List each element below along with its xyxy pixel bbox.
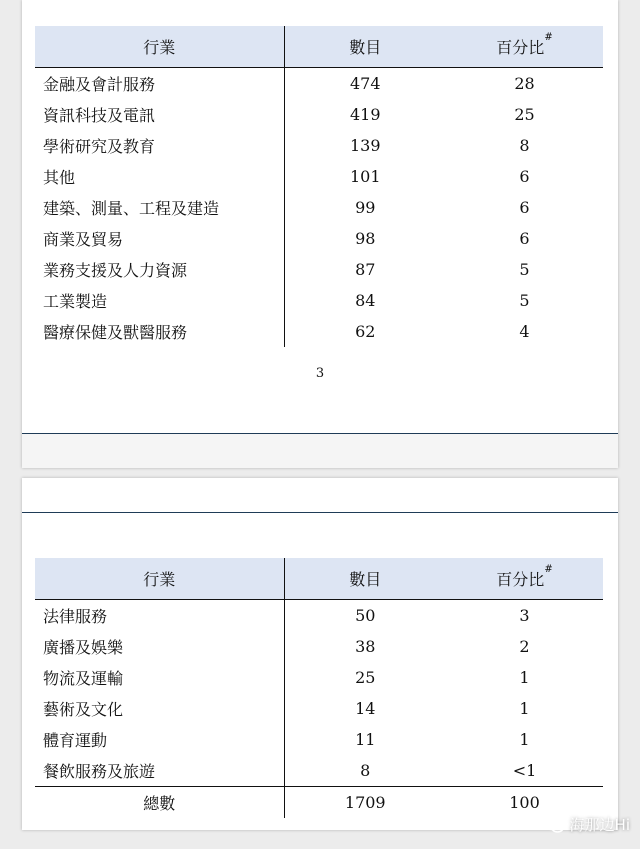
cell-percent: 1: [519, 668, 530, 687]
cell-count: 87: [355, 260, 376, 279]
cell-count: 474: [349, 74, 381, 93]
table-row: [35, 68, 603, 100]
page-header-rule: [22, 512, 618, 513]
table-row: [35, 192, 603, 223]
cell-count: 38: [355, 637, 376, 656]
cell-industry: 學術研究及教育: [35, 130, 284, 161]
cell-percent: 6: [519, 229, 530, 248]
table-row: [35, 254, 603, 285]
cell-industry: 法律服務: [35, 600, 284, 632]
page-number: 3: [315, 366, 325, 381]
document-page-2: [22, 478, 618, 830]
header-industry: 行業: [35, 558, 284, 600]
table-row: [35, 631, 603, 662]
cell-percent: 3: [519, 606, 530, 625]
table-row: [35, 130, 603, 161]
industry-table-part-1: [35, 26, 603, 347]
cell-count: 101: [349, 167, 381, 186]
cell-percent: 5: [519, 291, 530, 310]
table-row: [35, 316, 603, 347]
table-header-row: [35, 558, 603, 600]
cell-percent: 5: [519, 260, 530, 279]
cell-industry: 業務支援及人力資源: [35, 254, 284, 285]
table-row: [35, 755, 603, 787]
cell-industry: 藝術及文化: [35, 693, 284, 724]
watermark: [543, 814, 630, 835]
table-total-row: [35, 787, 603, 819]
table-row: [35, 99, 603, 130]
cell-industry: 物流及運輸: [35, 662, 284, 693]
table-row: [35, 223, 603, 254]
cell-percent: 6: [519, 198, 530, 217]
cell-percent: 1: [519, 699, 530, 718]
cell-percent: 2: [519, 637, 530, 656]
table-row: [35, 693, 603, 724]
table-row: [35, 662, 603, 693]
cell-count: 11: [355, 730, 376, 749]
cell-percent: <1: [512, 761, 537, 780]
header-percent: [446, 26, 603, 68]
cell-industry: 工業製造: [35, 285, 284, 316]
cell-count: 50: [355, 606, 376, 625]
page-footer-band: [22, 434, 618, 468]
cell-count: 25: [355, 668, 376, 687]
cell-industry: 醫療保健及獸醫服務: [35, 316, 284, 347]
table-row: [35, 724, 603, 755]
header-count: 數目: [284, 558, 446, 600]
cell-count: 99: [355, 198, 376, 217]
cell-count: 419: [349, 105, 381, 124]
cell-industry: 金融及會計服務: [35, 68, 284, 100]
table-header-row: [35, 26, 603, 68]
header-percent: [446, 558, 603, 600]
industry-table-part-2: [35, 558, 603, 818]
cell-count: 14: [355, 699, 376, 718]
table-row: [35, 161, 603, 192]
cell-industry: 建築、測量、工程及建造: [35, 192, 284, 223]
cell-count: 98: [355, 229, 376, 248]
header-count: 數目: [284, 26, 446, 68]
cell-percent: 6: [519, 167, 530, 186]
document-page-1: [22, 0, 618, 468]
cell-percent: 1: [519, 730, 530, 749]
cell-count: 8: [360, 761, 371, 780]
cell-percent: 8: [519, 136, 530, 155]
cell-industry: 餐飲服務及旅遊: [35, 755, 284, 787]
watermark-text: 海那边Hi: [569, 816, 630, 834]
table-row: [35, 600, 603, 632]
cell-industry: 體育運動: [35, 724, 284, 755]
table-row: [35, 285, 603, 316]
cell-percent: 25: [514, 105, 535, 124]
cell-count: 139: [349, 136, 381, 155]
cell-industry: 其他: [35, 161, 284, 192]
cell-industry: 資訊科技及電訊: [35, 99, 284, 130]
cell-industry: 廣播及娛樂: [35, 631, 284, 662]
header-percent-label: 百分比: [496, 38, 545, 57]
percent-footnote-mark: #: [544, 564, 553, 575]
cell-percent: 28: [514, 74, 535, 93]
wechat-icon: [543, 816, 565, 834]
header-percent-label: 百分比: [496, 570, 545, 589]
cell-count: 84: [355, 291, 376, 310]
cell-percent: 4: [519, 322, 530, 341]
header-industry: 行業: [35, 26, 284, 68]
cell-industry: 商業及貿易: [35, 223, 284, 254]
total-percent: 100: [446, 787, 603, 819]
percent-footnote-mark: #: [544, 32, 553, 43]
total-label: 總數: [35, 787, 284, 819]
cell-count: 62: [355, 322, 376, 341]
total-count: 1709: [284, 787, 446, 819]
